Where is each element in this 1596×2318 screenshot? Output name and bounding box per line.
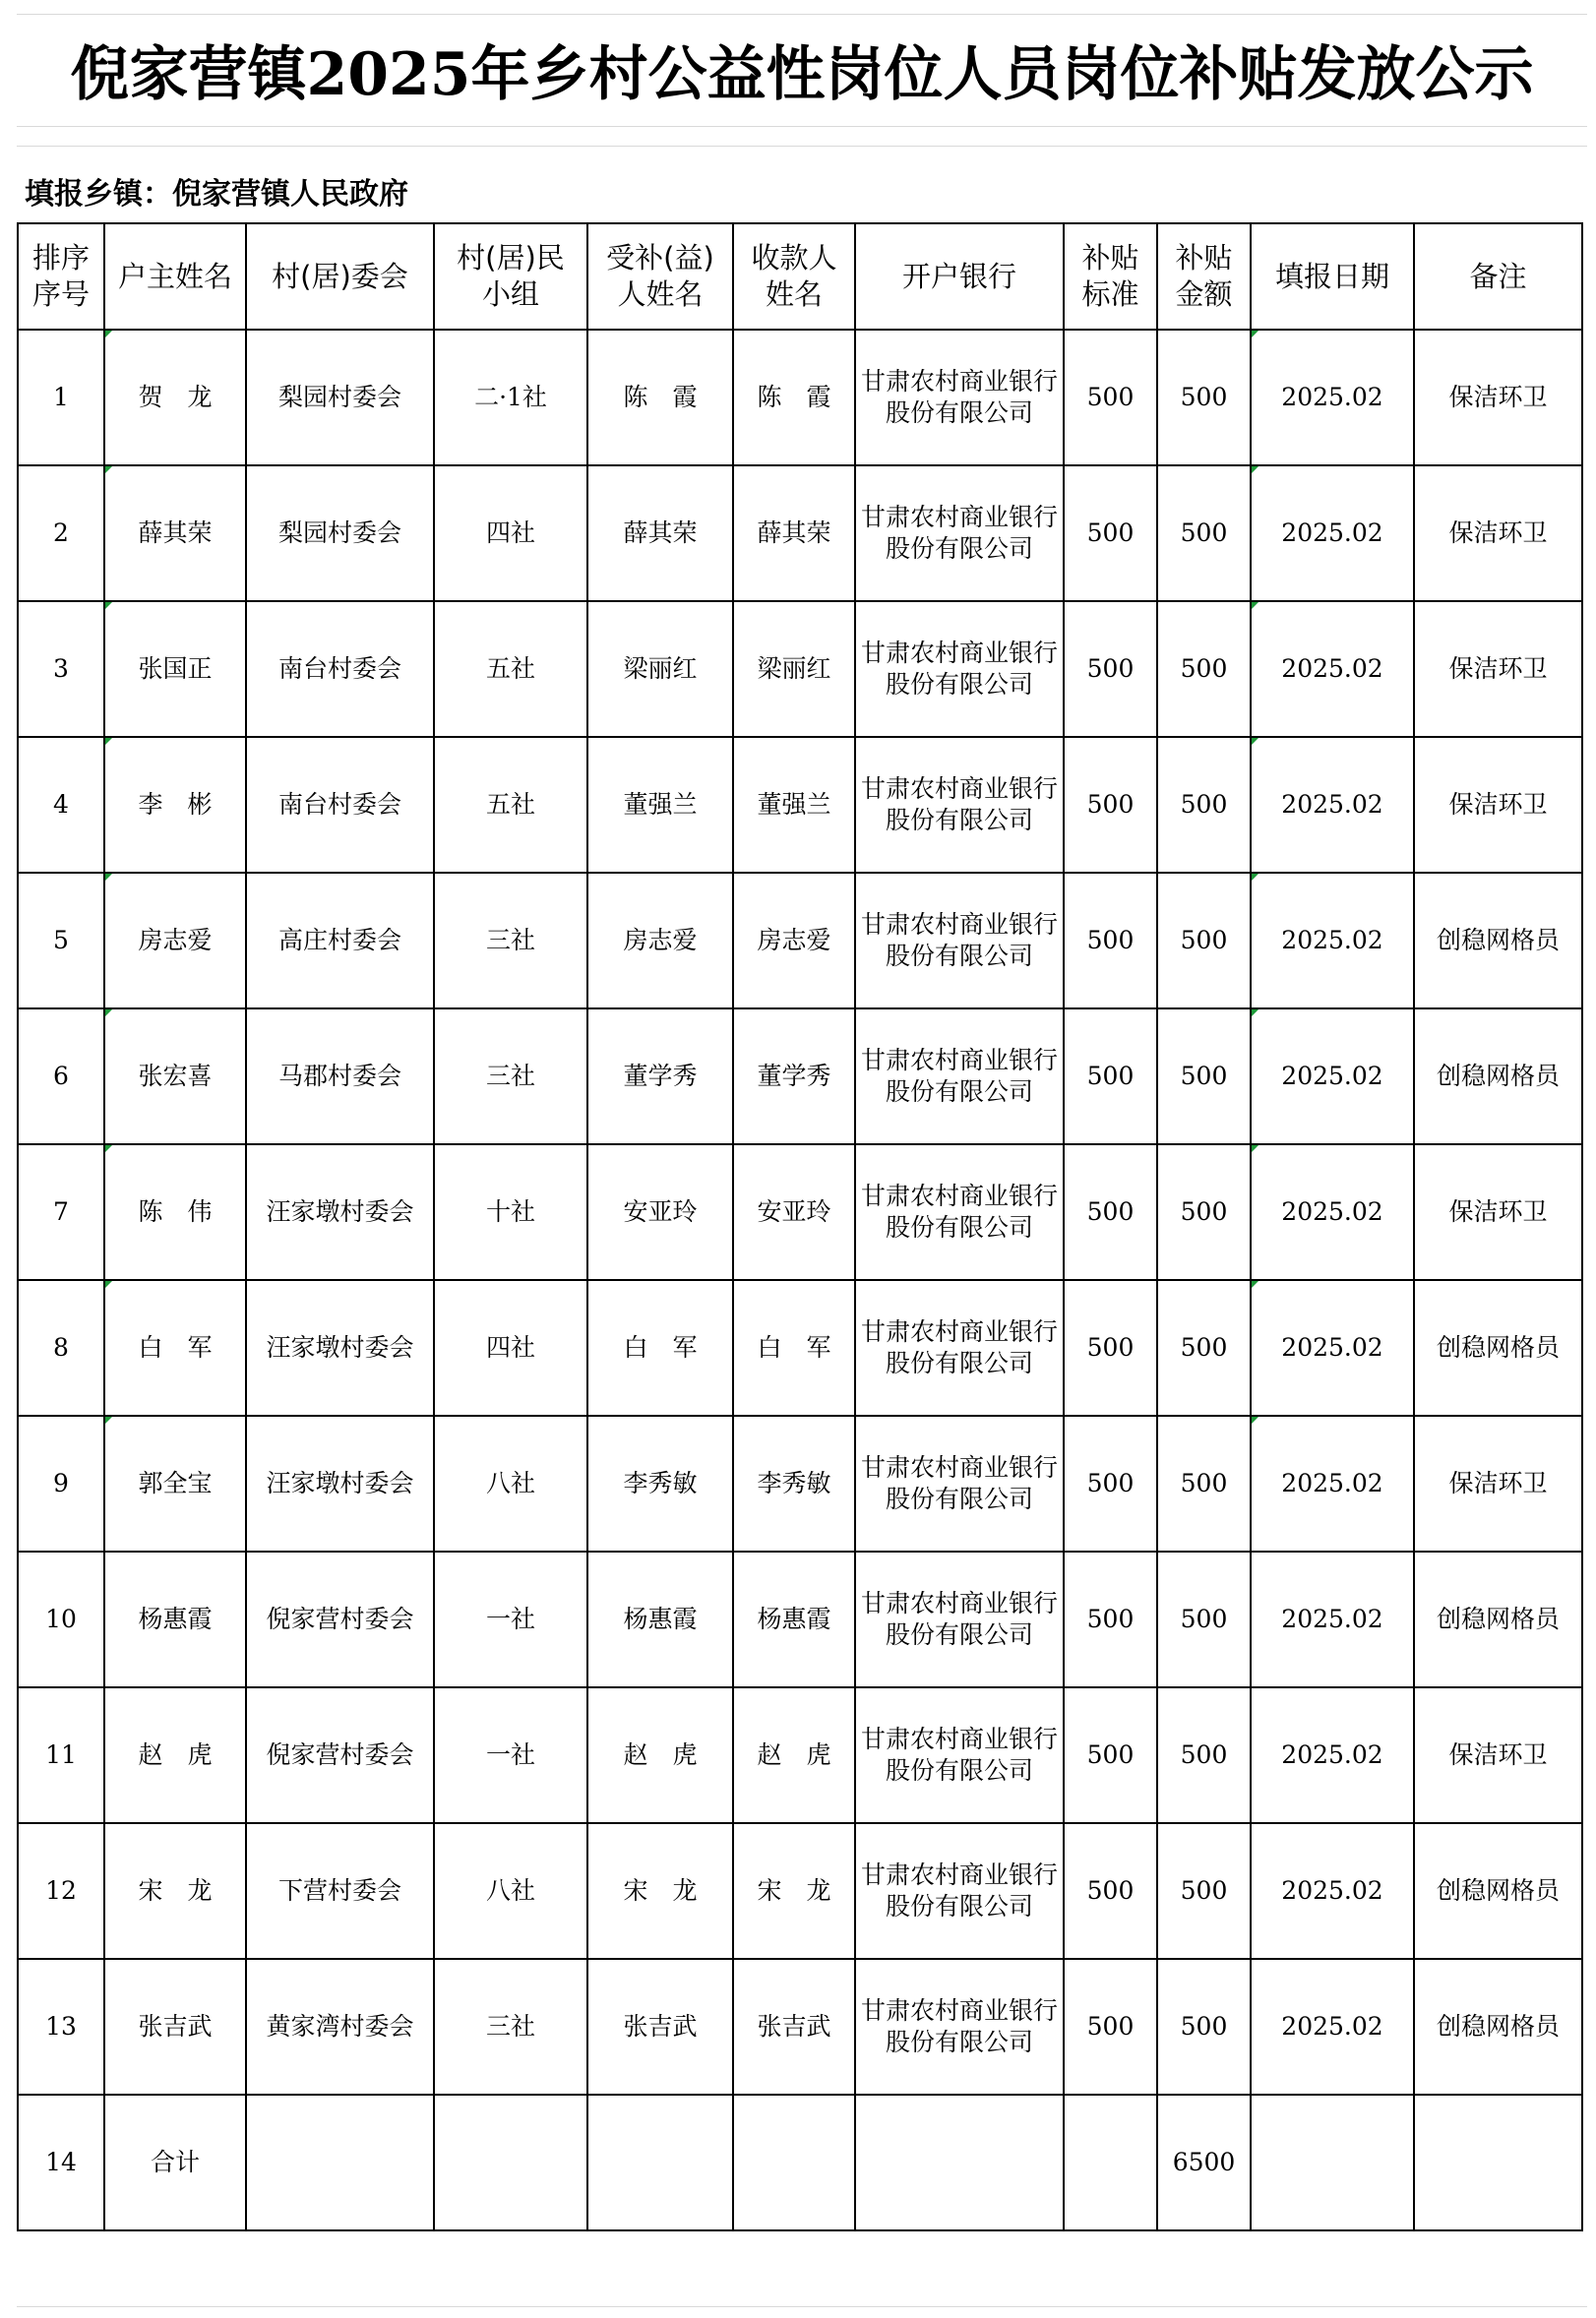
cell-beneficiary[interactable]: 张吉武 [587,1959,733,2095]
gridline [17,126,1587,127]
header-seq[interactable]: 排序 序号 [18,223,104,330]
cell-beneficiary[interactable]: 白 军 [587,1280,733,1416]
empty-cell[interactable] [1251,2095,1414,2230]
cell-bank[interactable]: 甘肃农村商业银行股份有限公司 [855,1008,1064,1144]
cell-villager-group[interactable]: 一社 [434,1687,587,1823]
cell-remark[interactable]: 保洁环卫 [1414,1687,1582,1823]
cell-villager-group[interactable]: 三社 [434,1008,587,1144]
empty-cell[interactable] [1064,2095,1157,2230]
cell-subsidy-standard[interactable]: 500 [1064,465,1157,601]
cell-subsidy-amount[interactable]: 500 [1157,465,1251,601]
table-header-row [18,223,1582,330]
cell-villager-group[interactable]: 三社 [434,873,587,1008]
cell-remark[interactable]: 保洁环卫 [1414,1416,1582,1552]
cell-report-date[interactable]: 2025.02 [1251,601,1414,737]
cell-seq[interactable]: 1 [18,330,104,465]
gridline [17,2227,1587,2307]
cell-subsidy-standard[interactable]: 500 [1064,1959,1157,2095]
cell-bank[interactable]: 甘肃农村商业银行股份有限公司 [855,873,1064,1008]
cell-beneficiary[interactable]: 房志爱 [587,873,733,1008]
table-row [18,1008,1582,1144]
page-title: 倪家营镇2025年乡村公益性岗位人员岗位补贴发放公示 [70,40,1534,109]
cell-remark[interactable]: 保洁环卫 [1414,737,1582,873]
empty-cell[interactable] [434,2095,587,2230]
cell-village-committee[interactable]: 汪家墩村委会 [246,1144,434,1280]
header-payee[interactable]: 收款人 姓名 [733,223,855,330]
cell-household-head[interactable]: 郭全宝 [104,1416,246,1552]
cell-payee[interactable]: 梁丽红 [733,601,855,737]
cell-subsidy-standard[interactable]: 500 [1064,1687,1157,1823]
cell-village-committee[interactable]: 汪家墩村委会 [246,1280,434,1416]
cell-subsidy-standard[interactable]: 500 [1064,737,1157,873]
empty-cell[interactable] [855,2095,1064,2230]
gridline [17,146,1587,147]
cell-bank[interactable]: 甘肃农村商业银行股份有限公司 [855,1687,1064,1823]
header-bank[interactable]: 开户银行 [855,223,1064,330]
cell-report-date[interactable]: 2025.02 [1251,1552,1414,1687]
cell-subsidy-standard[interactable]: 500 [1064,1280,1157,1416]
cell-bank[interactable]: 甘肃农村商业银行股份有限公司 [855,1416,1064,1552]
cell-village-committee[interactable]: 马郡村委会 [246,1008,434,1144]
table-row [18,330,1582,465]
header-report-date[interactable]: 填报日期 [1251,223,1414,330]
cell-seq[interactable]: 9 [18,1416,104,1552]
cell-report-date[interactable]: 2025.02 [1251,330,1414,465]
total-seq[interactable]: 14 [18,2095,104,2230]
total-amount[interactable]: 6500 [1157,2095,1251,2230]
cell-subsidy-amount[interactable]: 500 [1157,873,1251,1008]
cell-subsidy-standard[interactable]: 500 [1064,1552,1157,1687]
cell-beneficiary[interactable]: 薛其荣 [587,465,733,601]
header-villager-group[interactable]: 村(居)民 小组 [434,223,587,330]
cell-subsidy-amount[interactable]: 500 [1157,1959,1251,2095]
cell-villager-group[interactable]: 五社 [434,601,587,737]
cell-villager-group[interactable]: 八社 [434,1823,587,1959]
cell-subsidy-amount[interactable]: 500 [1157,1008,1251,1144]
cell-household-head[interactable]: 李 彬 [104,737,246,873]
cell-bank[interactable]: 甘肃农村商业银行股份有限公司 [855,330,1064,465]
cell-village-committee[interactable]: 下营村委会 [246,1823,434,1959]
header-subsidy-standard[interactable]: 补贴 标准 [1064,223,1157,330]
cell-remark[interactable]: 创稳网格员 [1414,1959,1582,2095]
cell-beneficiary[interactable]: 李秀敏 [587,1416,733,1552]
cell-remark[interactable]: 保洁环卫 [1414,601,1582,737]
cell-seq[interactable]: 13 [18,1959,104,2095]
cell-village-committee[interactable]: 梨园村委会 [246,330,434,465]
table-row [18,465,1582,601]
gridline [17,14,1587,15]
cell-subsidy-standard[interactable]: 500 [1064,1416,1157,1552]
empty-cell[interactable] [246,2095,434,2230]
cell-subsidy-amount[interactable]: 500 [1157,1552,1251,1687]
cell-subsidy-standard[interactable]: 500 [1064,601,1157,737]
header-household-head[interactable]: 户主姓名 [104,223,246,330]
cell-beneficiary[interactable]: 杨惠霞 [587,1552,733,1687]
cell-report-date[interactable]: 2025.02 [1251,1823,1414,1959]
cell-household-head[interactable]: 薛其荣 [104,465,246,601]
cell-village-committee[interactable]: 高庄村委会 [246,873,434,1008]
cell-subsidy-standard[interactable]: 500 [1064,1823,1157,1959]
cell-beneficiary[interactable]: 董强兰 [587,737,733,873]
cell-remark[interactable]: 创稳网格员 [1414,1280,1582,1416]
cell-subsidy-amount[interactable]: 500 [1157,1280,1251,1416]
cell-household-head[interactable]: 宋 龙 [104,1823,246,1959]
cell-report-date[interactable]: 2025.02 [1251,465,1414,601]
cell-seq[interactable]: 12 [18,1823,104,1959]
cell-subsidy-standard[interactable]: 500 [1064,1144,1157,1280]
cell-seq[interactable]: 5 [18,873,104,1008]
cell-seq[interactable]: 10 [18,1552,104,1687]
cell-remark[interactable]: 创稳网格员 [1414,1823,1582,1959]
cell-village-committee[interactable]: 倪家营村委会 [246,1552,434,1687]
table-row [18,1144,1582,1280]
cell-villager-group[interactable]: 一社 [434,1552,587,1687]
reporting-township-label: 填报乡镇： [25,177,172,212]
reporting-township [17,160,1587,221]
cell-seq[interactable]: 4 [18,737,104,873]
cell-beneficiary[interactable]: 梁丽红 [587,601,733,737]
cell-subsidy-amount[interactable]: 500 [1157,1144,1251,1280]
cell-remark[interactable]: 创稳网格员 [1414,1008,1582,1144]
cell-payee[interactable]: 张吉武 [733,1959,855,2095]
cell-report-date[interactable]: 2025.02 [1251,1416,1414,1552]
cell-seq[interactable]: 8 [18,1280,104,1416]
cell-bank[interactable]: 甘肃农村商业银行股份有限公司 [855,737,1064,873]
header-beneficiary[interactable]: 受补(益) 人姓名 [587,223,733,330]
cell-household-head[interactable]: 陈 伟 [104,1144,246,1280]
table-total-row [18,2095,1582,2230]
cell-report-date[interactable]: 2025.02 [1251,1144,1414,1280]
cell-village-committee[interactable]: 黄家湾村委会 [246,1959,434,2095]
cell-payee[interactable]: 陈 霞 [733,330,855,465]
cell-seq[interactable]: 2 [18,465,104,601]
total-label[interactable]: 合计 [104,2095,246,2230]
cell-report-date[interactable]: 2025.02 [1251,1687,1414,1823]
table-row [18,1280,1582,1416]
cell-beneficiary[interactable]: 董学秀 [587,1008,733,1144]
cell-subsidy-amount[interactable]: 500 [1157,330,1251,465]
cell-beneficiary[interactable]: 宋 龙 [587,1823,733,1959]
cell-seq[interactable]: 3 [18,601,104,737]
cell-subsidy-amount[interactable]: 500 [1157,1823,1251,1959]
cell-payee[interactable]: 安亚玲 [733,1144,855,1280]
cell-seq[interactable]: 11 [18,1687,104,1823]
header-village-committee[interactable]: 村(居)委会 [246,223,434,330]
cell-village-committee[interactable]: 南台村委会 [246,601,434,737]
table-row [18,1823,1582,1959]
cell-payee[interactable]: 董强兰 [733,737,855,873]
header-remark[interactable]: 备注 [1414,223,1582,330]
cell-household-head[interactable]: 赵 虎 [104,1687,246,1823]
cell-report-date[interactable]: 2025.02 [1251,737,1414,873]
cell-seq[interactable]: 6 [18,1008,104,1144]
cell-villager-group[interactable]: 八社 [434,1416,587,1552]
empty-cell[interactable] [1414,2095,1582,2230]
cell-villager-group[interactable]: 二·1社 [434,330,587,465]
cell-villager-group[interactable]: 五社 [434,737,587,873]
subsidy-table [17,222,1583,2231]
cell-household-head[interactable]: 张吉武 [104,1959,246,2095]
table-row [18,1687,1582,1823]
cell-report-date[interactable]: 2025.02 [1251,1280,1414,1416]
cell-remark[interactable]: 创稳网格员 [1414,1552,1582,1687]
cell-remark[interactable]: 保洁环卫 [1414,330,1582,465]
cell-bank[interactable]: 甘肃农村商业银行股份有限公司 [855,601,1064,737]
cell-report-date[interactable]: 2025.02 [1251,1959,1414,2095]
cell-bank[interactable]: 甘肃农村商业银行股份有限公司 [855,1959,1064,2095]
cell-payee[interactable]: 赵 虎 [733,1687,855,1823]
cell-remark[interactable]: 创稳网格员 [1414,873,1582,1008]
header-subsidy-amount[interactable]: 补贴 金额 [1157,223,1251,330]
cell-household-head[interactable]: 张国正 [104,601,246,737]
cell-bank[interactable]: 甘肃农村商业银行股份有限公司 [855,465,1064,601]
cell-subsidy-standard[interactable]: 500 [1064,873,1157,1008]
cell-villager-group[interactable]: 三社 [434,1959,587,2095]
cell-village-committee[interactable]: 倪家营村委会 [246,1687,434,1823]
cell-remark[interactable]: 保洁环卫 [1414,1144,1582,1280]
cell-subsidy-standard[interactable]: 500 [1064,1008,1157,1144]
table-row [18,601,1582,737]
cell-household-head[interactable]: 白 军 [104,1280,246,1416]
cell-subsidy-standard[interactable]: 500 [1064,330,1157,465]
cell-subsidy-amount[interactable]: 500 [1157,737,1251,873]
table-row [18,1416,1582,1552]
cell-beneficiary[interactable]: 赵 虎 [587,1687,733,1823]
empty-cell[interactable] [587,2095,733,2230]
table-row [18,1959,1582,2095]
cell-villager-group[interactable]: 四社 [434,1280,587,1416]
cell-beneficiary[interactable]: 陈 霞 [587,330,733,465]
cell-subsidy-amount[interactable]: 500 [1157,601,1251,737]
table-row [18,737,1582,873]
cell-village-committee[interactable]: 汪家墩村委会 [246,1416,434,1552]
cell-household-head[interactable]: 张宏喜 [104,1008,246,1144]
cell-village-committee[interactable]: 梨园村委会 [246,465,434,601]
cell-bank[interactable]: 甘肃农村商业银行股份有限公司 [855,1144,1064,1280]
table-row [18,873,1582,1008]
cell-payee[interactable]: 宋 龙 [733,1823,855,1959]
cell-villager-group[interactable]: 四社 [434,465,587,601]
cell-bank[interactable]: 甘肃农村商业银行股份有限公司 [855,1552,1064,1687]
cell-household-head[interactable]: 房志爱 [104,873,246,1008]
cell-bank[interactable]: 甘肃农村商业银行股份有限公司 [855,1823,1064,1959]
cell-village-committee[interactable]: 南台村委会 [246,737,434,873]
cell-villager-group[interactable]: 十社 [434,1144,587,1280]
cell-beneficiary[interactable]: 安亚玲 [587,1144,733,1280]
cell-payee[interactable]: 薛其荣 [733,465,855,601]
empty-cell[interactable] [733,2095,855,2230]
cell-household-head[interactable]: 杨惠霞 [104,1552,246,1687]
cell-payee[interactable]: 李秀敏 [733,1416,855,1552]
table-row [18,1552,1582,1687]
cell-subsidy-amount[interactable]: 500 [1157,1416,1251,1552]
cell-remark[interactable]: 保洁环卫 [1414,465,1582,601]
cell-household-head[interactable]: 贺 龙 [104,330,246,465]
cell-seq[interactable]: 7 [18,1144,104,1280]
cell-report-date[interactable]: 2025.02 [1251,873,1414,1008]
cell-payee[interactable]: 白 军 [733,1280,855,1416]
cell-payee[interactable]: 董学秀 [733,1008,855,1144]
cell-subsidy-amount[interactable]: 500 [1157,1687,1251,1823]
cell-report-date[interactable]: 2025.02 [1251,1008,1414,1144]
cell-bank[interactable]: 甘肃农村商业银行股份有限公司 [855,1280,1064,1416]
cell-payee[interactable]: 房志爱 [733,873,855,1008]
reporting-township-value: 倪家营镇人民政府 [172,177,408,212]
cell-payee[interactable]: 杨惠霞 [733,1552,855,1687]
